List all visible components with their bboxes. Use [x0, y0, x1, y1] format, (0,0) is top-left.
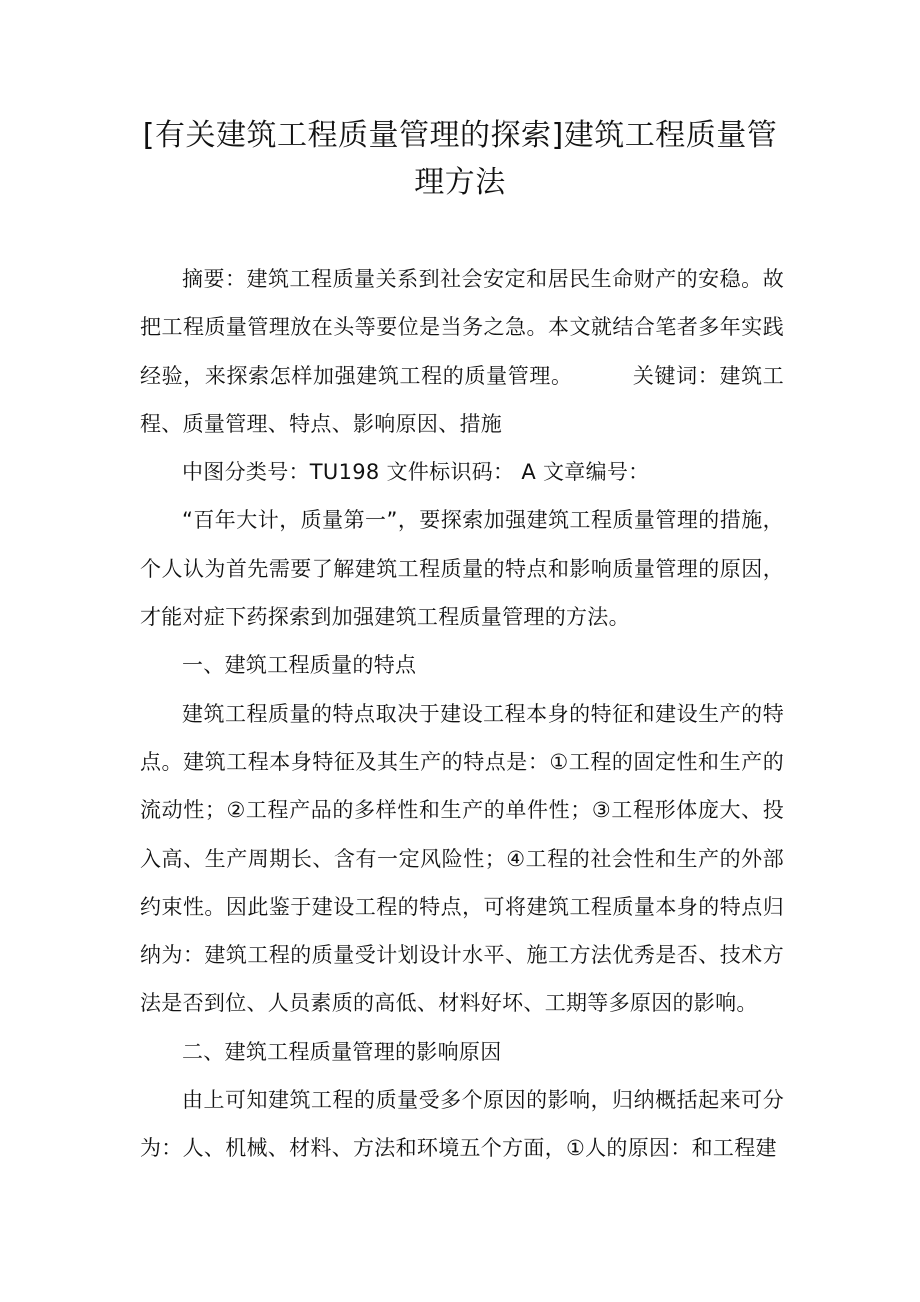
section-1-paragraph: 建筑工程质量的特点取决于建设工程本身的特征和建设生产的特点。建筑工程本身特征及其生产的特点是：①工程的固定性和生产的流动性；②工程产品的多样性和生产的单件性；③工程形体庞大、投入高、生产周期长、含有一定风险性；④工程的社会性和生产的外部约束性。因此鉴于建设工程的特点，可将建筑工程质量本身的特点归纳为：建筑工程的质量受计划设计水平、施工方法优秀是否、技术方法是否到位、人员素质的高低、材料好坏、工期等多原因的影响。 — [140, 701, 784, 1016]
intro-paragraph: “百年大计，质量第一”，要探索加强建筑工程质量管理的措施，个人认为首先需要了解建筑工程质量的特点和影响质量管理的原因，才能对症下药探索到加强建筑工程质量管理的方法。 — [140, 508, 784, 630]
document-title: [有关建筑工程质量管理的探索]建筑工程质量管理方法 — [142, 118, 778, 200]
abstract-paragraph — [140, 255, 784, 448]
keywords-text: 关键词：建筑工程、质量管理、特点、影响原因、措施 — [140, 363, 784, 436]
classification-line: 中图分类号：TU198 文件标识码： A 文章编号： — [182, 460, 650, 485]
section-2-heading: 二、建筑工程质量管理的影响原因 — [182, 1039, 502, 1064]
document-body — [140, 255, 784, 1173]
section-2-paragraph: 由上可知建筑工程的质量受多个原因的影响，归纳概括起来可分为：人、机械、材料、方法和环境五个方面，①人的原因：和工程建 — [140, 1088, 784, 1161]
section-1-heading: 一、建筑工程质量的特点 — [182, 653, 417, 678]
abstract-text: 摘要：建筑工程质量关系到社会安定和居民生命财产的安稳。故把工程质量管理放在头等要位是当务之急。本文就结合笔者多年实践经验，来探索怎样加强建筑工程的质量管理。 — [140, 267, 784, 388]
